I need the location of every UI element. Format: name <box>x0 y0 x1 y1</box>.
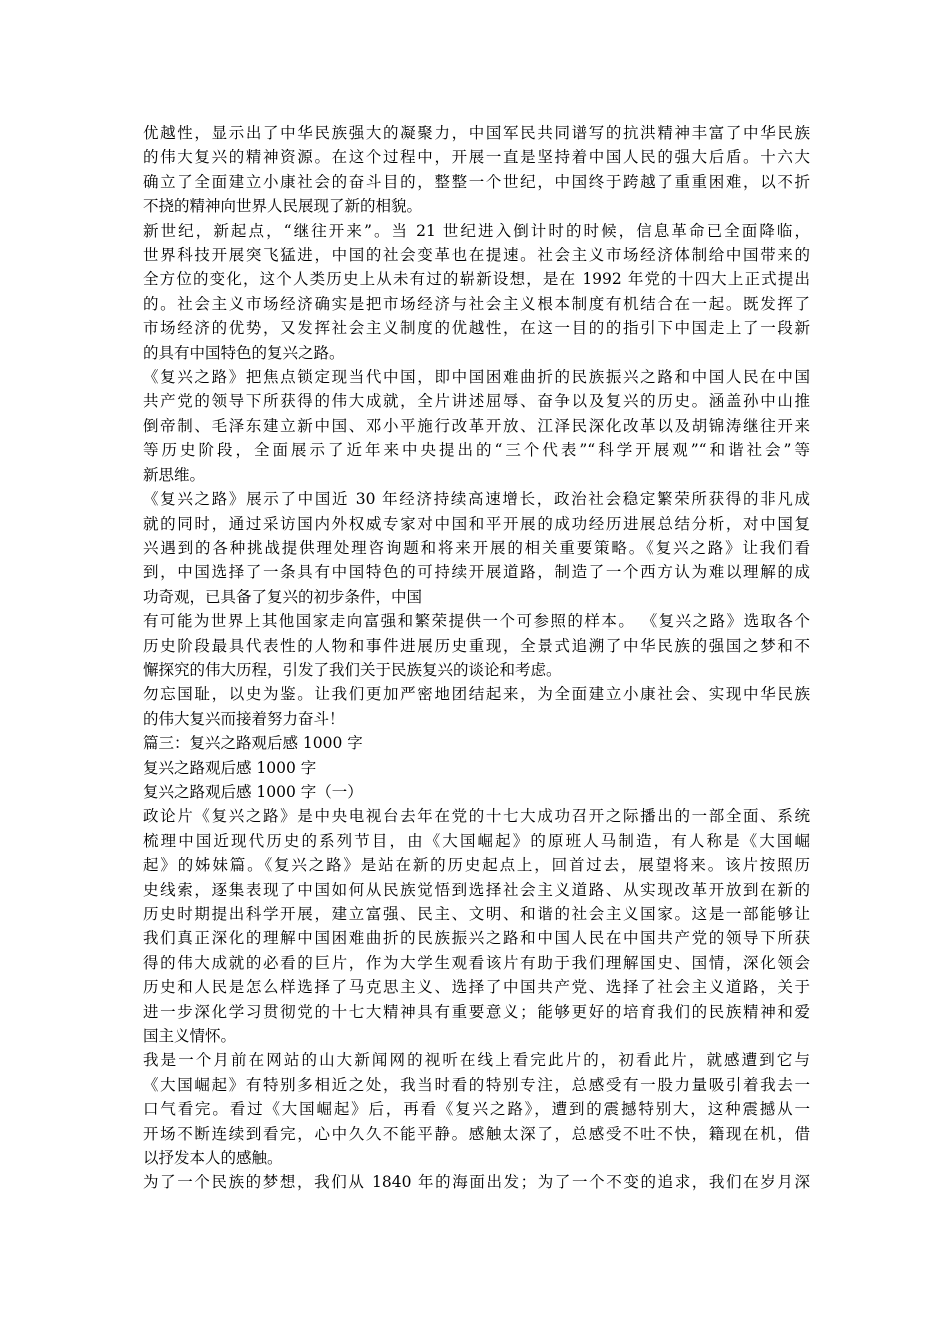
text-line: 确立了全面建立小康社会的奋斗目的，整整一个世纪，中国终于跨越了重重困难，以不折 <box>143 172 810 191</box>
text-line: 新思维。 <box>143 465 206 484</box>
text-line: 的具有中国特色的复兴之路。 <box>143 343 345 362</box>
text-line: 优越性，显示出了中华民族强大的凝聚力，中国军民共同谱写的抗洪精神丰富了中华民族 <box>143 124 810 142</box>
text-line: 开场不断连续到看完，心中久久不能平静。感触太深了，总感受不吐不快，籍现在机，借 <box>143 1124 810 1143</box>
text-line: 《大国崛起》有特别多相近之处，我当时看的特别专注，总感受有一股力量吸引着我去一 <box>143 1075 810 1094</box>
text-line: 历史时期提出科学开展，建立富强、民主、文明、和谐的社会主义国家。这是一部能够让 <box>143 905 810 923</box>
text-line: 到，中国选择了一条具有中国特色的可持续开展道路，制造了一个西方认为难以理解的成 <box>143 563 810 582</box>
text-line: 史线索，逐集表现了中国如何从民族觉悟到选择社会主义道路、从实现改革开放到在新的 <box>143 880 810 899</box>
text-line: 世界科技开展突飞猛进，中国的社会变革也在提速。社会主义市场经济体制给中国带来的 <box>143 246 810 265</box>
text-line: 《复兴之路》展示了中国近 30 年经济持续高速增长，政治社会稳定繁荣所获得的非凡成 <box>143 490 810 509</box>
text-line: 不挠的精神向世界人民展现了新的相貌。 <box>143 197 423 216</box>
text-line: 倒帝制、毛泽东建立新中国、邓小平施行改革开放、江泽民深化改革以及胡锦涛继往开来 <box>143 416 810 435</box>
text-line: 梳理中国近现代历史的系列节目，由《大国崛起》的原班人马制造，有人称是《大国崛 <box>143 831 810 850</box>
text-line: 复兴之路观后感 1000 字（一） <box>143 782 363 801</box>
text-line: 起》的姊妹篇。《复兴之路》是站在新的历史起点上，回首过去，展望将来。该片按照历 <box>143 856 810 875</box>
text-line: 的。社会主义市场经济确实是把市场经济与社会主义根本制度有机结合在一起。既发挥了 <box>143 294 810 313</box>
text-line: 进一步深化学习贯彻党的十七大精神具有重要意义；能够更好的培育我们的民族精神和爱 <box>143 1002 810 1021</box>
document-body <box>143 121 810 1195</box>
text-line: 全方位的变化，这个人类历史上从未有过的崭新设想，是在 1992 年党的十四大上正式提出 <box>143 270 810 289</box>
text-line: 政论片《复兴之路》是中央电视台去年在党的十七大成功召开之际播出的一部全面、系统 <box>143 807 810 826</box>
text-line: 有可能为世界上其他国家走向富强和繁荣提供一个可参照的样本。 《复兴之路》选取各个 <box>143 612 810 631</box>
text-line: 新世纪，新起点，“继往开来”。当 21 世纪进入倒计时的时候，信息革命已全面降临， <box>143 221 810 240</box>
text-line: 历史阶段最具代表性的人物和事件进展历史重现，全景式追溯了中华民族的强国之梦和不 <box>143 636 810 655</box>
text-line: 的伟大复兴而接着努力奋斗！ <box>143 709 345 728</box>
text-line: 等历史阶段，全面展示了近年来中央提出的“三个代表”“科学开展观”“和谐社会”等 <box>143 441 810 460</box>
text-line: 《复兴之路》把焦点锁定现当代中国，即中国困难曲折的民族振兴之路和中国人民在中国 <box>143 368 810 387</box>
text-line: 兴遇到的各种挑战提供理处理咨询题和将来开展的相关重要策略。《复兴之路》让我们看 <box>143 538 810 557</box>
text-line: 懈探究的伟大历程，引发了我们关于民族复兴的谈论和考虑。 <box>143 660 562 679</box>
text-line: 勿忘国耻，以史为鉴。让我们更加严密地团结起来，为全面建立小康社会、实现中华民族 <box>143 685 810 704</box>
text-line: 功奇观，已具备了复兴的初步条件，中国 <box>143 587 423 606</box>
text-line: 复兴之路观后感 1000 字 <box>143 758 317 777</box>
text-line: 我是一个月前在网站的山大新闻网的视听在线上看完此片的，初看此片，就感遭到它与 <box>143 1051 810 1070</box>
text-line: 我们真正深化的理解中国困难曲折的民族振兴之路和中国人民在中国共产党的领导下所获 <box>143 929 810 948</box>
text-line: 国主义情怀。 <box>143 1027 237 1046</box>
text-line: 就的同时，通过采访国内外权威专家对中国和平开展的成功经历进展总结分析，对中国复 <box>143 514 810 533</box>
text-line: 得的伟大成就的必看的巨片，作为大学生观看该片有助于我们理解国史、国情，深化领会 <box>143 953 810 972</box>
text-line: 口气看完。看过《大国崛起》后，再看《复兴之路》，遭到的震撼特别大，这种震撼从一 <box>143 1100 810 1119</box>
text-line: 的伟大复兴的精神资源。在这个过程中，开展一直是坚持着中国人民的强大后盾。十六大 <box>143 148 810 167</box>
text-line: 共产党的领导下所获得的伟大成就，全片讲述屈辱、奋争以及复兴的历史。涵盖孙中山推 <box>143 392 810 411</box>
text-line: 以抒发本人的感触。 <box>143 1149 283 1168</box>
text-line: 市场经济的优势，又发挥社会主义制度的优越性，在这一目的的指引下中国走上了一段新 <box>143 319 810 338</box>
text-line: 篇三：复兴之路观后感 1000 字 <box>143 734 363 753</box>
text-line: 历史和人民是怎么样选择了马克思主义、选择了中国共产党、选择了社会主义道路，关于 <box>143 978 810 997</box>
text-line: 为了一个民族的梦想，我们从 1840 年的海面出发；为了一个不变的追求，我们在岁月深 <box>143 1173 810 1192</box>
